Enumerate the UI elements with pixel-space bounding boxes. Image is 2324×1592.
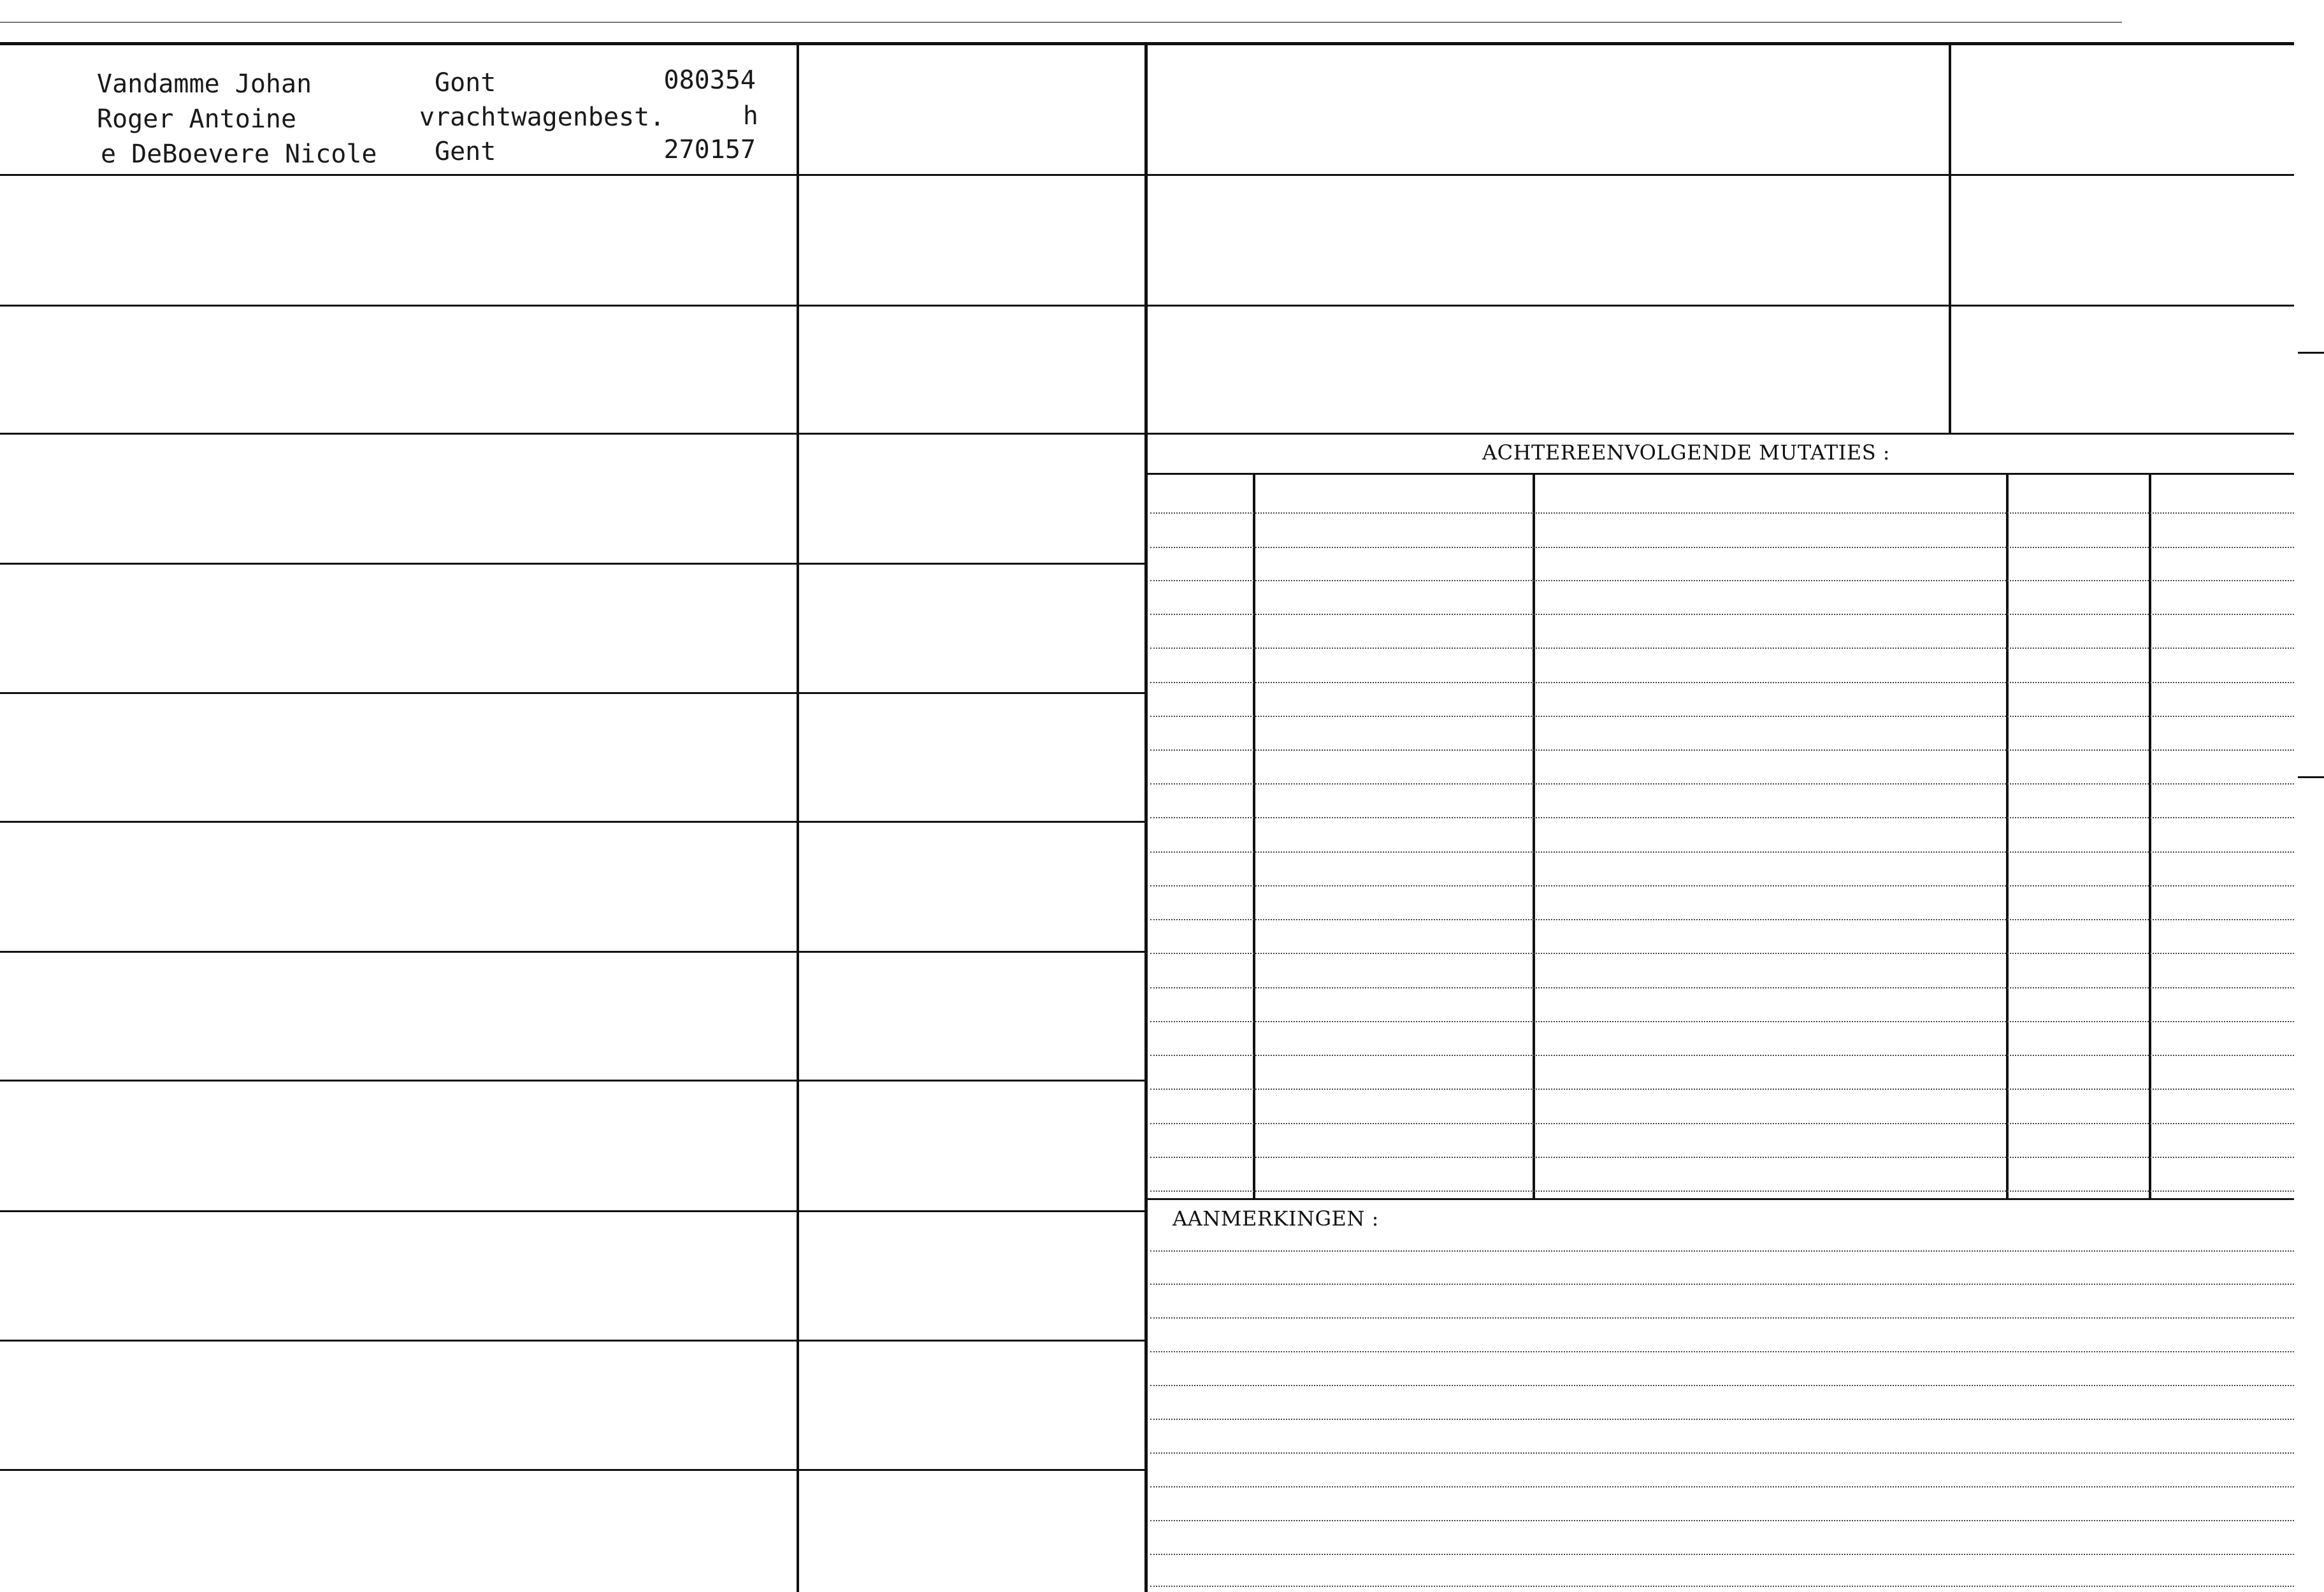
column-divider-right-upper <box>1949 45 1951 433</box>
left-row-rule <box>0 305 1144 307</box>
mutations-line <box>1150 1123 2294 1124</box>
column-divider-middle <box>1144 45 1148 1592</box>
entry-name: e DeBoevere Nicole <box>101 140 377 169</box>
left-row-rule <box>0 692 1144 694</box>
mutations-line <box>1150 1157 2294 1158</box>
left-row-rule <box>0 1210 1144 1212</box>
remarks-line <box>1150 1385 2294 1386</box>
mutations-line <box>1150 1190 2294 1192</box>
mutations-line <box>1150 749 2294 751</box>
edge-tick-mark <box>2298 352 2324 354</box>
left-row-rule <box>0 821 1144 823</box>
entry-place: vrachtwagenbest. <box>419 103 665 132</box>
mutations-line <box>1150 885 2294 886</box>
mutations-bottom-rule <box>1147 1198 2294 1200</box>
remarks-line <box>1150 1586 2294 1587</box>
left-row-rule <box>0 951 1144 953</box>
mutations-line <box>1150 648 2294 649</box>
mutations-line <box>1150 783 2294 785</box>
left-row-rule <box>0 174 1144 176</box>
remarks-line <box>1150 1317 2294 1319</box>
left-row-rule <box>0 1340 1144 1342</box>
entry-code: 080354 <box>663 66 756 95</box>
mutations-line <box>1150 987 2294 988</box>
edge-tick-mark <box>2298 776 2324 778</box>
mutations-line <box>1150 953 2294 954</box>
mutations-line <box>1150 1089 2294 1090</box>
remarks-line <box>1150 1284 2294 1285</box>
remarks-line <box>1150 1351 2294 1352</box>
entry-name: Roger Antoine <box>97 105 297 134</box>
remarks-line <box>1150 1486 2294 1487</box>
remarks-line <box>1150 1250 2294 1252</box>
entry-name: Vandamme Johan <box>97 69 312 99</box>
entry-code: h <box>742 101 758 131</box>
column-divider-left <box>797 45 799 1592</box>
mutations-line <box>1150 547 2294 548</box>
left-row-rule <box>0 1469 1144 1471</box>
remarks-line <box>1150 1419 2294 1420</box>
mutations-title: ACHTEREENVOLGENDE MUTATIES : <box>1482 440 1891 465</box>
mutations-line <box>1150 580 2294 581</box>
mutations-line <box>1150 682 2294 683</box>
remarks-line <box>1150 1554 2294 1555</box>
entry-place: Gent <box>435 137 496 166</box>
mutations-line <box>1150 614 2294 615</box>
mutations-line <box>1150 919 2294 920</box>
left-row-rule <box>0 433 1144 435</box>
remarks-line <box>1150 1452 2294 1454</box>
remarks-line <box>1150 1520 2294 1521</box>
mutations-line <box>1150 851 2294 853</box>
mutations-line <box>1150 716 2294 717</box>
top-faint-rule <box>0 22 2122 23</box>
mutations-header-rule <box>1147 473 2294 475</box>
right-row-rule <box>1147 305 2294 307</box>
mutations-top-rule <box>1147 433 2294 435</box>
right-row-rule <box>1147 174 2294 176</box>
left-row-rule <box>0 1080 1144 1082</box>
entry-place: Gont <box>435 68 496 98</box>
mutations-line <box>1150 512 2294 514</box>
mutations-line <box>1150 817 2294 818</box>
entry-code: 270157 <box>663 135 756 164</box>
mutations-line <box>1150 1021 2294 1022</box>
remarks-title: AANMERKINGEN : <box>1173 1206 1379 1231</box>
mutations-line <box>1150 1055 2294 1056</box>
left-row-rule <box>0 563 1144 565</box>
